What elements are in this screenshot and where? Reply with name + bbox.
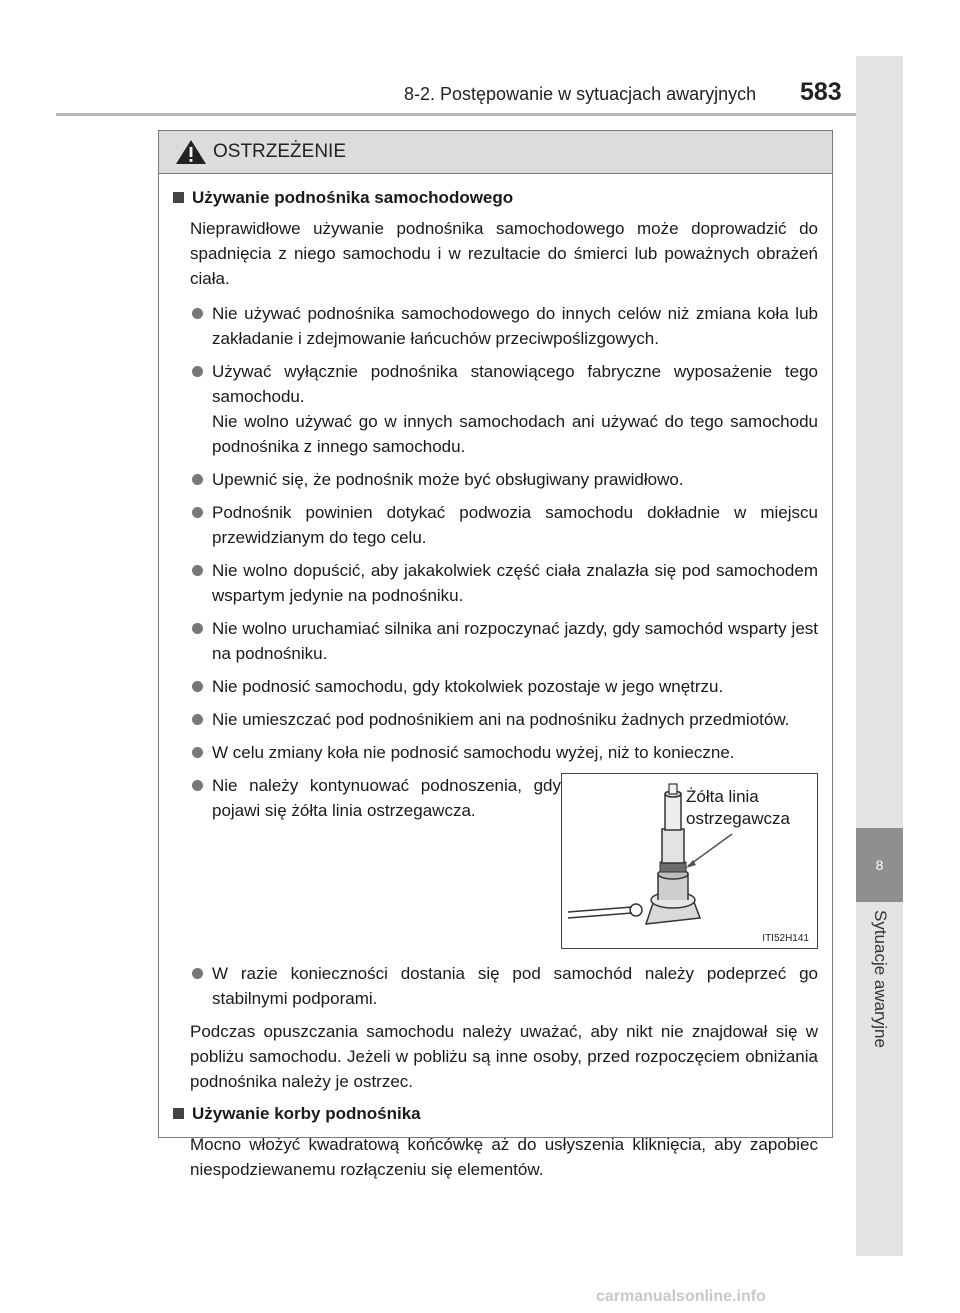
bullet-dot-icon	[192, 714, 203, 725]
list-item	[191, 616, 818, 666]
warning-content	[159, 174, 832, 1182]
list-item	[191, 740, 818, 765]
bullet-dot-icon	[192, 308, 203, 319]
bullet-dot-icon	[192, 681, 203, 692]
square-bullet-icon	[173, 192, 184, 203]
list-item-text: Podnośnik powinien dotykać podwozia samochodu dokładnie w miejscu przewidzianym do tego celu.	[212, 503, 818, 547]
list-item-text: W celu zmiany koła nie podnosić samochodu wyżej, niż to konieczne.	[212, 743, 735, 762]
warning-header	[159, 131, 832, 174]
header-divider	[56, 113, 903, 116]
jack-illustration	[561, 773, 818, 949]
bullet-with-figure	[191, 773, 818, 949]
warning-box	[158, 130, 833, 1179]
bullet-dot-icon	[192, 507, 203, 518]
list-item	[191, 558, 818, 608]
list-item-text: Nie używać podnośnika samochodowego do innych celów niż zmiana koła lub zakładanie i zdejmowanie łańcuchów przeciwpoślizgowych.	[212, 304, 818, 348]
list-item	[191, 707, 818, 732]
figure-label	[686, 786, 790, 830]
bullet-dot-icon	[192, 780, 203, 791]
watermark: carmanualsonline.info	[596, 1288, 766, 1305]
list-item	[191, 674, 818, 699]
bullet-dot-icon	[192, 747, 203, 758]
figure-label-line: Żółta linia	[686, 787, 759, 806]
list-item	[191, 773, 561, 823]
section-heading-text: Używanie korby podnośnika	[192, 1104, 421, 1123]
section-title: 8-2. Postępowanie w sytuacjach awaryjnych	[404, 84, 757, 104]
bullet-dot-icon	[192, 623, 203, 634]
intro-paragraph: Nieprawidłowe używanie podnośnika samochodowego może doprowadzić do spadnięcia z niego samochodu i w rezultacie do śmierci lub poważnych obrażeń ciała.	[190, 219, 818, 288]
page-number: 583	[800, 78, 842, 106]
closing-paragraph: Podczas opuszczania samochodu należy uważać, aby nikt nie znajdował się w pobliżu samochodu. Jeżeli w pobliżu są inne osoby, przed rozpoczęciem obniżania podnośnika należy je ostrzec.	[190, 1022, 818, 1091]
list-item-text: W razie konieczności dostania się pod samochód należy podeprzeć go stabilnymi podporami.	[212, 964, 818, 1008]
list-item-text: Nie wolno dopuścić, aby jakakolwiek część ciała znalazła się pod samochodem wspartym jedynie na podnośniku.	[212, 561, 818, 605]
bullet-dot-icon	[192, 968, 203, 979]
list-item-line: Używać wyłącznie podnośnika stanowiącego fabryczne wyposażenie tego samochodu.	[212, 362, 818, 406]
figure-label-line: ostrzegawcza	[686, 809, 790, 828]
warning-triangle-icon	[175, 139, 207, 165]
bullet-dot-icon	[192, 366, 203, 377]
list-item-text	[212, 359, 818, 459]
chapter-number: 8	[856, 828, 903, 902]
list-item-line: Nie wolno używać go w innych samochodach ani używać do tego samochodu podnośnika z innego samochodu.	[212, 412, 818, 456]
bullet-dot-icon	[192, 565, 203, 576]
warning-title: OSTRZEŻENIE	[213, 141, 347, 162]
list-item-text: Nie należy kontynuować podnoszenia, gdy pojawi się żółta linia ostrzegawcza.	[212, 776, 561, 820]
list-item	[191, 359, 818, 459]
figure-code: ITI52H141	[762, 933, 809, 944]
list-item	[191, 467, 818, 492]
crank-paragraph: Mocno włożyć kwadratową końcówkę aż do usłyszenia kliknięcia, aby zapobiec niespodziewanemu rozłączeniu się elementów.	[190, 1135, 818, 1179]
list-item-text: Nie wolno uruchamiać silnika ani rozpoczynać jazdy, gdy samochód wsparty jest na podnośniku.	[212, 619, 818, 663]
chapter-title: Sytuacje awaryjne	[871, 910, 890, 1048]
list-item-text: Nie umieszczać pod podnośnikiem ani na podnośniku żadnych przedmiotów.	[212, 710, 790, 729]
bullet-dot-icon	[192, 474, 203, 485]
section-heading	[171, 188, 818, 208]
list-item-text: Upewnić się, że podnośnik może być obsługiwany prawidłowo.	[212, 470, 684, 489]
list-item	[191, 500, 818, 550]
section-heading-text: Używanie podnośnika samochodowego	[192, 188, 514, 207]
list-item	[191, 301, 818, 351]
list-item	[191, 961, 818, 1011]
section-heading	[171, 1104, 818, 1124]
square-bullet-icon	[173, 1108, 184, 1119]
list-item-text: Nie podnosić samochodu, gdy ktokolwiek pozostaje w jego wnętrzu.	[212, 677, 724, 696]
